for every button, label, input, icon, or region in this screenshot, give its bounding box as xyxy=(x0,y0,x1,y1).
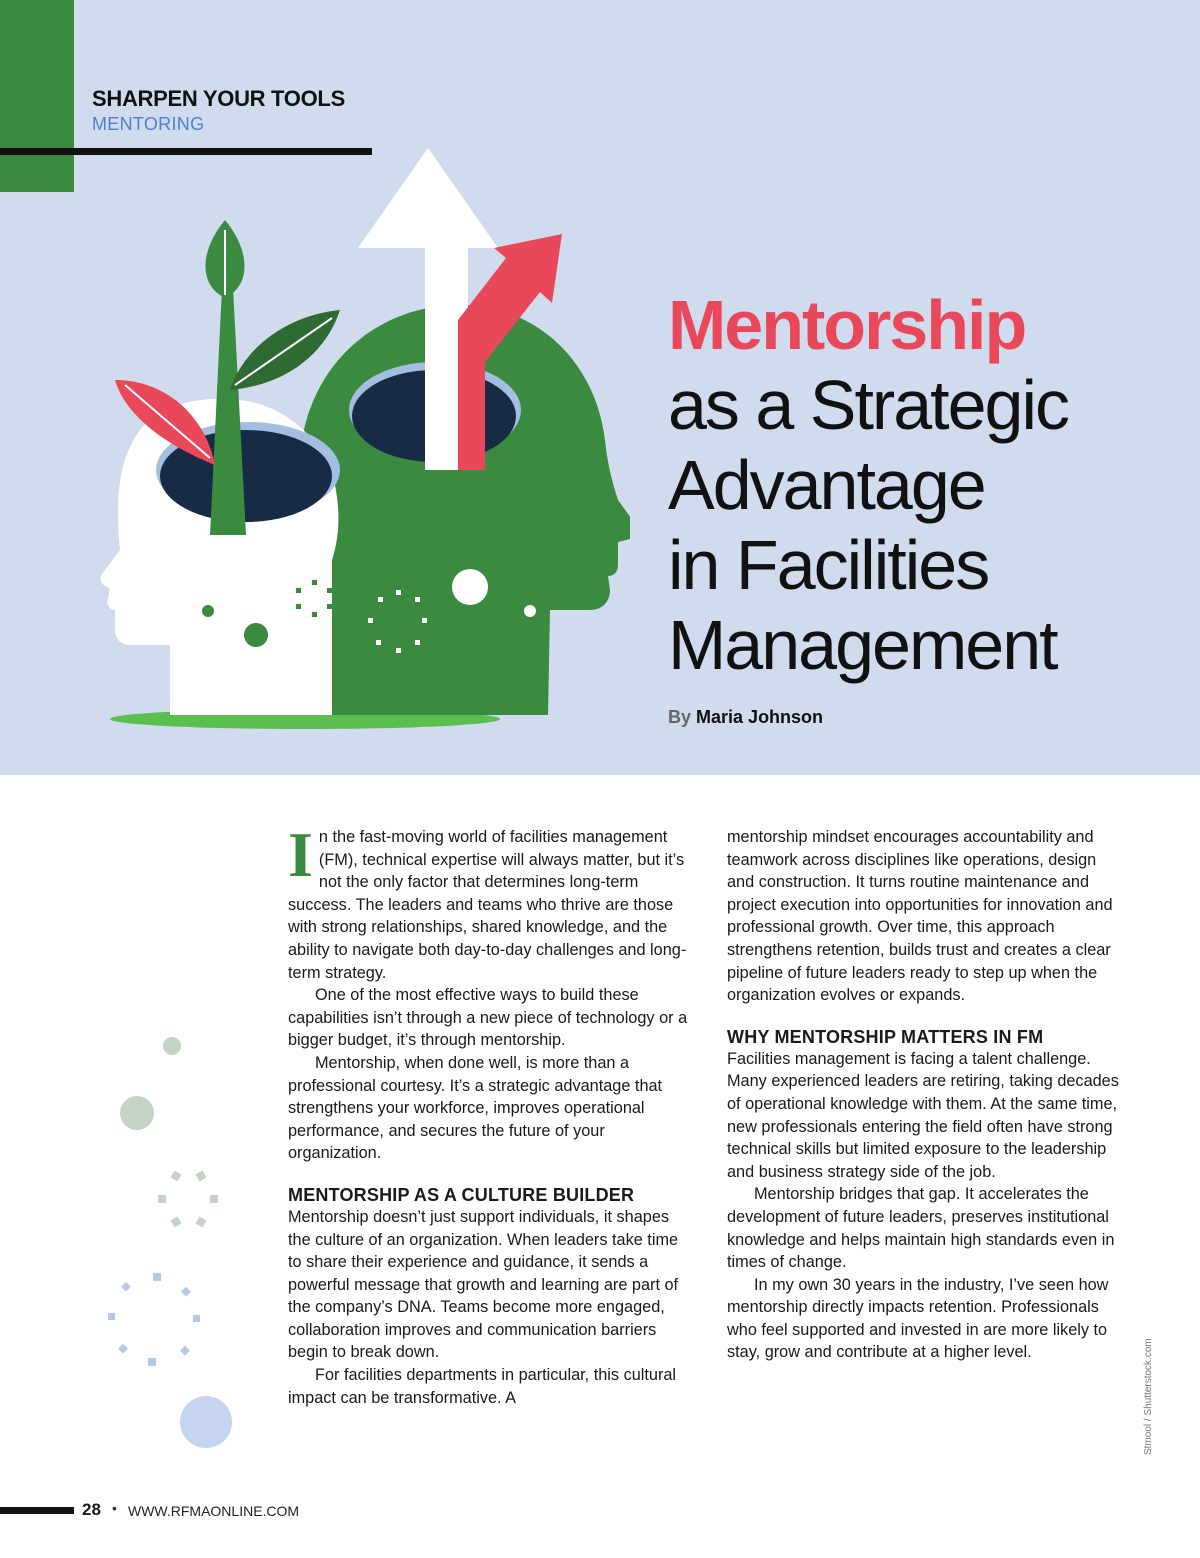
footer-website-link[interactable]: WWW.RFMAONLINE.COM xyxy=(128,1503,300,1519)
decorative-dots xyxy=(100,1030,240,1450)
byline xyxy=(668,707,823,728)
footer-separator: • xyxy=(112,1500,117,1516)
body-paragraph: One of the most effective ways to build these capabilities isn’t through a new piece of technology or a bigger budget, it’s through mentorship. xyxy=(288,986,688,1050)
title-line: as a Strategic xyxy=(668,366,1068,444)
body-paragraph: Facilities management is facing a talent challenge. Many experienced leaders are retiring, taking decades of operational knowledge with them. At the same time, new professionals entering the field often have strong technical skills but limited exposure to the leadership and business strategy side of the job. xyxy=(727,1049,1119,1181)
page-number: 28 xyxy=(82,1500,101,1519)
photo-credit: Stmool / Shutterstock.com xyxy=(1143,1338,1154,1455)
title-highlight: Mentorship xyxy=(668,286,1026,364)
mentorship-heads-illustration xyxy=(70,140,630,740)
body-paragraph: Mentorship bridges that gap. It accelerates the development of future leaders, preserves institutional knowledge and helps maintain high standards even in times of change. xyxy=(727,1185,1115,1272)
section-heading: MENTORSHIP AS A CULTURE BUILDER xyxy=(288,1184,635,1205)
body-paragraph: Mentorship doesn’t just support individuals, it shapes the culture of an organization. When leaders take time to share their experience and guidance, it sends a powerful message that growth and learning are part of the company’s DNA. Teams become more engaged, collaboration improves and communication barriers begin to break down. xyxy=(288,1207,679,1362)
title-line: in Facilities xyxy=(668,526,989,604)
byline-prefix: By xyxy=(668,707,692,727)
subsection-label: MENTORING xyxy=(92,114,205,134)
paragraph-text: n the fast-moving world of facilities management (FM), technical expertise will always matter, but it’s not the only factor that determines long-term success. The leaders and teams who thrive are those with strong relationships, shared knowledge, and the ability to navigate both day-to-day challenges and long-term strategy. xyxy=(288,828,687,982)
drop-cap: I xyxy=(288,819,313,890)
body-column-2 xyxy=(727,826,1122,1364)
green-corner-tab xyxy=(0,0,74,192)
article-title xyxy=(668,285,1188,685)
section-label: SHARPEN YOUR TOOLS xyxy=(92,86,345,111)
body-paragraph xyxy=(288,819,696,984)
section-heading: WHY MENTORSHIP MATTERS IN FM xyxy=(727,1026,1044,1047)
body-column-1 xyxy=(288,819,696,1409)
body-paragraph: Mentorship, when done well, is more than a professional courtesy. It’s a strategic advantage that strengthens your workforce, improves operational performance, and secures the future of your organization. xyxy=(288,1053,663,1163)
body-paragraph: For facilities departments in particular, this cultural impact can be transformative. A xyxy=(288,1366,677,1407)
body-paragraph: mentorship mindset encourages accountability and teamwork across disciplines like operations, design and construction. It turns routine maintenance and project execution into opportunities for innovation and professional growth. Over time, this approach strengthens retention, builds trust and creates a clear pipeline of future leaders ready to step up when the organization evolves or expands. xyxy=(727,828,1113,1005)
title-line: Management xyxy=(668,606,1057,684)
author-name: Maria Johnson xyxy=(696,707,824,727)
footer-rule xyxy=(0,1507,74,1514)
body-paragraph: In my own 30 years in the industry, I’ve seen how mentorship directly impacts retention. Professionals who feel supported and invested in are more likely to stay, grow and contribute at a higher level. xyxy=(727,1275,1109,1362)
title-line: Advantage xyxy=(668,446,985,524)
